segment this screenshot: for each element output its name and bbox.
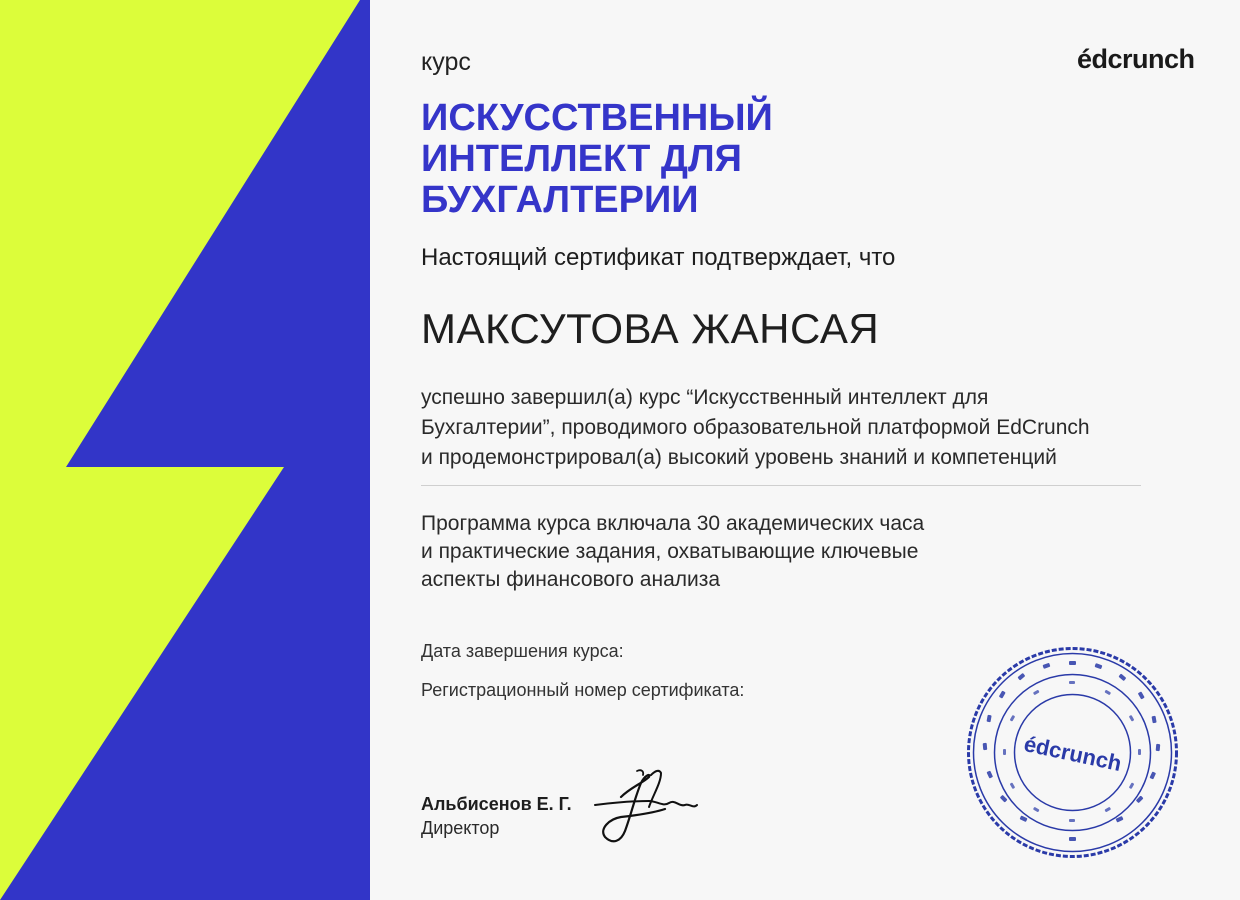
program-paragraph [421,510,1041,594]
program-line: и практические задания, охватывающие ключевые [421,540,919,563]
seal-lettering-mark [1000,795,1008,803]
seal-lettering-mark [1104,690,1111,696]
seal-lettering-mark [1149,771,1156,779]
completion-date-label: Дата завершения курса: [421,641,624,661]
course-title [421,98,841,221]
seal-lettering-mark [987,715,992,723]
seal-lettering-mark [1020,815,1028,822]
signer-title: Директор [421,818,500,838]
seal-lettering-mark [986,771,993,779]
lightning-bolt-graphic [0,0,370,900]
confirmation-text: Настоящий сертификат подтверждает, что [421,244,896,271]
seal-lettering-mark [1152,716,1157,724]
seal-lettering-mark [1138,749,1141,755]
completion-line: и продемонстрировал(а) высокий уровень знаний и компетенций [421,446,1057,469]
seal-lettering-mark [999,691,1006,699]
course-label: курс [421,48,471,76]
course-title-line: ИСКУССТВЕННЫЙ [421,97,773,139]
course-title-line: БУХГАЛТЕРИИ [421,179,699,221]
company-seal-stamp [965,645,1180,860]
seal-lettering-mark [983,743,988,750]
seal-lettering-mark [1069,819,1075,822]
seal-lettering-mark [1069,681,1075,684]
seal-lettering-mark [1156,744,1161,751]
seal-lettering-mark [1118,674,1126,682]
completion-line: успешно завершил(а) курс “Искусственный интеллект для [421,386,989,409]
seal-lettering-mark [1017,673,1025,681]
program-line: аспекты финансового анализа [421,568,721,591]
seal-lettering-mark [1094,663,1102,669]
seal-lettering-mark [1129,715,1135,722]
section-divider [421,485,1141,486]
completion-line: Бухгалтерии”, проводимого образовательной платформой EdCrunch [421,416,1090,439]
seal-lettering-mark [1033,690,1040,696]
seal-lettering-mark [1010,782,1016,789]
edcrunch-logo: édcrunch [1077,44,1195,74]
seal-lettering-mark [1042,663,1050,669]
signer-name: Альбисенов Е. Г. [421,794,572,814]
seal-lettering-mark [1069,661,1076,665]
seal-lettering-mark [1003,749,1006,755]
handwritten-signature [591,765,701,850]
program-line: Программа курса включала 30 академических часа [421,512,925,535]
decorative-lightning-panel [0,0,370,900]
completion-paragraph [421,383,1181,473]
registration-number-label: Регистрационный номер сертификата: [421,680,745,700]
seal-lettering-mark [1104,807,1111,813]
course-title-line: ИНТЕЛЛЕКТ ДЛЯ [421,138,742,180]
seal-lettering-mark [1129,782,1135,789]
seal-lettering-mark [1138,691,1145,699]
seal-lettering-mark [1033,807,1040,813]
certificate-content [421,0,1201,900]
seal-center-logo: édcrunch [1021,731,1124,777]
recipient-name: МАКСУТОВА ЖАНСАЯ [421,305,880,352]
seal-lettering-mark [1010,715,1016,722]
seal-lettering-mark [1069,837,1076,841]
